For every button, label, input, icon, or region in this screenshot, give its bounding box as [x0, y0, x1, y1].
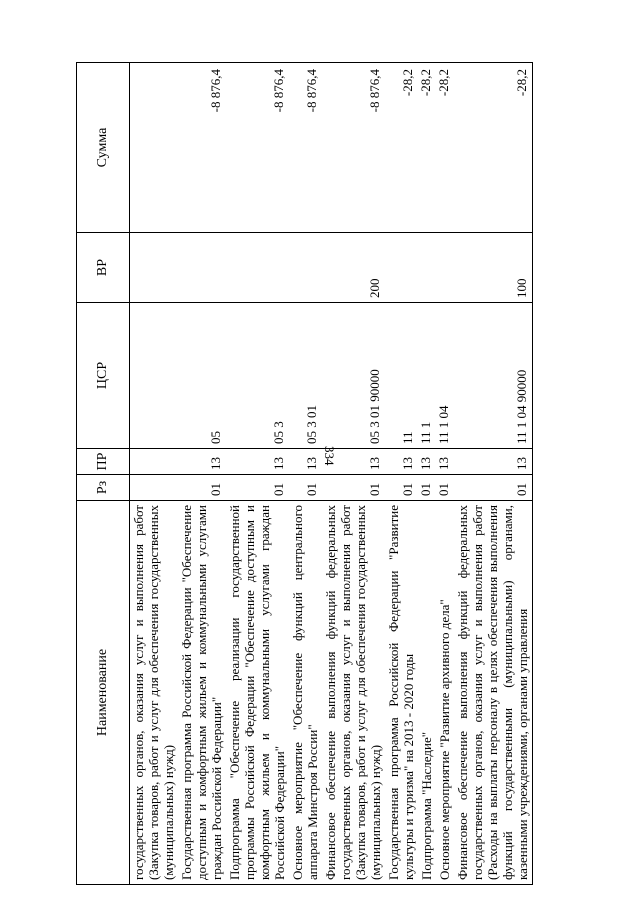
- row-sum: -28,2: [385, 63, 418, 233]
- row-sum: -8 876,4: [322, 63, 385, 233]
- row-name: Подпрограмма "Обеспечение реализации государственной программы Российской Федерации "Обеспечение доступным и комфортным жильем и коммунальными услугами граждан Российской Федерации": [226, 501, 289, 885]
- table-row: [385, 63, 418, 885]
- row-rz: 01: [454, 475, 533, 501]
- row-sum: -8 876,4: [226, 63, 289, 233]
- row-pr: 13: [418, 449, 436, 475]
- row-name: Основное мероприятие "Обеспечение функций центрального аппарата Минстроя России": [289, 501, 322, 885]
- row-rz: 01: [226, 475, 289, 501]
- row-csr: 05: [178, 303, 226, 449]
- row-name: Государственная программа Российской Федерации "Развитие культуры и туризма" на 2013 - 2020 годы: [385, 501, 418, 885]
- budget-table-frame: [76, 63, 636, 885]
- row-vr: [178, 233, 226, 303]
- row-sum: -8 876,4: [289, 63, 322, 233]
- table-row: [226, 63, 289, 885]
- row-csr: 05 3 01: [289, 303, 322, 449]
- row-pr: 13: [178, 449, 226, 475]
- row-csr: 11: [385, 303, 418, 449]
- table-row: [178, 63, 226, 885]
- table-row: [130, 63, 179, 885]
- row-sum: -8 876,4: [178, 63, 226, 233]
- header-vr: ВР: [77, 233, 130, 303]
- row-rz: 01: [322, 475, 385, 501]
- table-row: [289, 63, 322, 885]
- row-csr: 11 1 04 90000: [454, 303, 533, 449]
- row-rz: 01: [178, 475, 226, 501]
- row-vr: [418, 233, 436, 303]
- row-name: Основное мероприятие "Развитие архивного дела": [436, 501, 454, 885]
- budget-table: [76, 62, 533, 885]
- header-pr: ПР: [77, 449, 130, 475]
- row-vr: [130, 233, 179, 303]
- row-sum: -28,2: [454, 63, 533, 233]
- row-rz: [130, 475, 179, 501]
- row-vr: [226, 233, 289, 303]
- header-csr: ЦСР: [77, 303, 130, 449]
- row-name: Государственная программа Российской Федерации "Обеспечение доступным и комфортным жильем и коммунальными услугами граждан Российской Федерации": [178, 501, 226, 885]
- row-sum: -28,2: [418, 63, 436, 233]
- row-rz: 01: [289, 475, 322, 501]
- row-vr: [289, 233, 322, 303]
- row-sum: [130, 63, 179, 233]
- row-csr: 11 1 04: [436, 303, 454, 449]
- header-name: Наименование: [77, 501, 130, 885]
- table-row: [418, 63, 436, 885]
- row-name: Финансовое обеспечение выполнения функций федеральных государственных органов, оказания услуг и выполнения работ (Расходы на выплаты персоналу в целях обеспечения выполнения функций государственными (муниципальными) органами, казенными учреждениями, органами управления: [454, 501, 533, 885]
- row-csr: 05 3: [226, 303, 289, 449]
- row-vr: [436, 233, 454, 303]
- row-pr: 13: [454, 449, 533, 475]
- row-csr: [130, 303, 179, 449]
- row-pr: 13: [385, 449, 418, 475]
- row-pr: 13: [436, 449, 454, 475]
- row-pr: 13: [289, 449, 322, 475]
- row-rz: 01: [436, 475, 454, 501]
- table-row: [322, 63, 385, 885]
- header-sum: Сумма: [77, 63, 130, 233]
- page-number: 334: [322, 446, 337, 466]
- table-row: [454, 63, 533, 885]
- row-pr: [130, 449, 179, 475]
- row-name: Подпрограмма "Наследие": [418, 501, 436, 885]
- row-rz: 01: [385, 475, 418, 501]
- table-row: [436, 63, 454, 885]
- row-csr: 05 3 01 90000: [322, 303, 385, 449]
- row-name: государственных органов, оказания услуг и выполнения работ (Закупка товаров, работ и услуг для обеспечения государственных (муниципальных) нужд): [130, 501, 179, 885]
- row-pr: 13: [322, 449, 385, 475]
- row-rz: 01: [418, 475, 436, 501]
- row-vr: [385, 233, 418, 303]
- row-csr: 11 1: [418, 303, 436, 449]
- row-name: Финансовое обеспечение выполнения функций федеральных государственных органов, оказания услуг и выполнения работ (Закупка товаров, работ и услуг для обеспечения государственных (муниципальных) нужд): [322, 501, 385, 885]
- table-header-row: [77, 63, 130, 885]
- row-vr: 200: [322, 233, 385, 303]
- header-rz: Рз: [77, 475, 130, 501]
- row-pr: 13: [226, 449, 289, 475]
- row-sum: -28,2: [436, 63, 454, 233]
- row-vr: 100: [454, 233, 533, 303]
